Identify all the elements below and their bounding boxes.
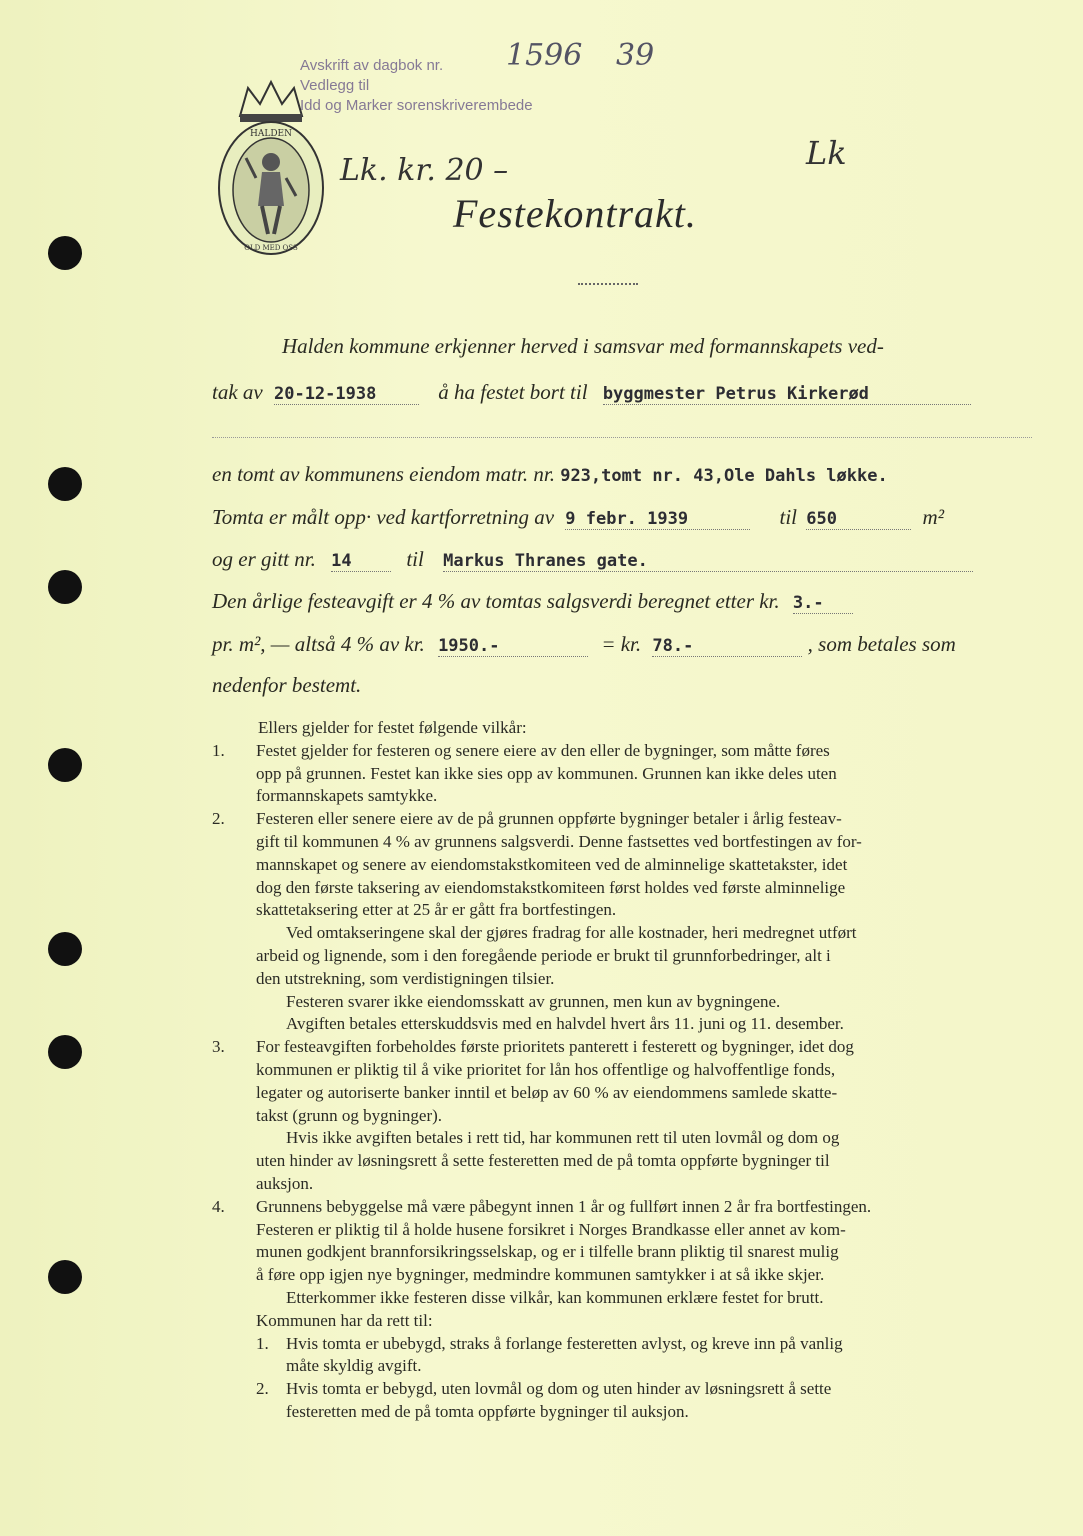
- terms-section: [212, 717, 1042, 1424]
- term-2b-line: den utstrekning, som verdistigningen tilsier.: [256, 968, 555, 988]
- terms-heading: Ellers gjelder for festet følgende vilkår:: [258, 718, 527, 737]
- term-1-line: opp på grunnen. Festet kan ikke sies opp av kommunen. Grunnen kan ikke deles uten: [256, 763, 837, 783]
- page-title: Festekontrakt.: [453, 191, 697, 236]
- term-2d-line: Avgiften betales etterskuddsvis med en halvdel hvert års 11. juni og 11. desember.: [286, 1014, 844, 1034]
- label-til: til: [779, 505, 798, 529]
- label-matr-nr: en tomt av kommunens eiendom matr. nr.: [212, 462, 555, 486]
- label-tak-av: tak av: [212, 380, 263, 404]
- term-4-line: å føre opp igjen nye bygninger, medmindre kommunen samtykker i at så ikke skjer.: [256, 1265, 825, 1285]
- punch-hole: [48, 467, 82, 501]
- punch-hole: [48, 932, 82, 966]
- intro-line-1: Halden kommune erkjenner herved i samsvar med formannskapets ved-: [282, 334, 884, 358]
- subterm-2-line: festeretten med de på tomta oppførte bygninger til auksjon.: [286, 1401, 689, 1421]
- separator-rule: [212, 437, 1032, 438]
- label-kartforretning: Tomta er målt opp· ved kartforretning av: [212, 505, 555, 529]
- term-3b-line: Hvis ikke avgiften betales i rett tid, har kommunen rett til uten lovmål og dom og: [286, 1128, 840, 1148]
- lessee-field: byggmester Petrus Kirkerød: [603, 384, 971, 405]
- term-4b-line: Etterkommer ikke festeren disse vilkår, kan kommunen erklære festet for brutt.: [286, 1287, 824, 1307]
- price-per-m2-field: 3.-: [793, 593, 853, 614]
- term-3-line: legater og autoriserte banker inntil et beløp av 60 % av eiendommens samlede skatte-: [256, 1082, 838, 1102]
- term-2-line: gift til kommunen 4 % av grunnens salgsverdi. Denne fastsettes ved bortfestingen av for-: [256, 831, 862, 851]
- term-3b-line: auksjon.: [256, 1173, 314, 1193]
- term-2b-line: arbeid og lignende, som i den foregående periode er brukt til grunnforbedringer, alt i: [256, 945, 831, 965]
- punch-hole: [48, 748, 82, 782]
- stamp-hand-year: 39: [616, 38, 655, 73]
- halden-crest-seal: [212, 78, 330, 256]
- intro-line-8: nedenfor bestemt.: [212, 673, 362, 697]
- term-3b-line: uten hinder av løsningsrett å sette festeretten med de på tomta oppførte bygninger til: [256, 1151, 830, 1171]
- area-field: 650: [806, 509, 911, 530]
- handwritten-note-left: Lk. kr. 20 –: [340, 153, 509, 188]
- term-3-line: takst (grunn og bygninger).: [256, 1105, 443, 1125]
- punch-hole: [48, 1035, 82, 1069]
- intro-line-5: [212, 547, 973, 572]
- term-3: 3. For festeavgiften forbeholdes første prioritets panterett i festerett og bygninger, idet dog: [212, 1037, 854, 1057]
- label-til-street: til: [406, 547, 424, 571]
- stamp-line-3: Idd og Marker sorenskriverembede: [300, 97, 533, 114]
- punch-hole: [48, 236, 82, 270]
- term-2b-line: Ved omtakseringene skal der gjøres fradrag for alle kostnader, heri medregnet utført: [286, 923, 857, 943]
- value-field: 1950.-: [438, 636, 588, 657]
- term-4-line: munen godkjent brannforsikringsselskap, og er i tilfelle brann pliktig til snarest mulig: [256, 1242, 839, 1262]
- street-no-field: 14: [331, 551, 391, 572]
- crest-bottom-text: OLD MED OSS: [244, 244, 298, 252]
- term-2c-line: Festeren svarer ikke eiendomsskatt av grunnen, men kun av bygningene.: [286, 991, 781, 1011]
- label-festet-bort: å ha festet bort til: [438, 380, 588, 404]
- label-altsa: pr. m², — altså 4 % av kr.: [212, 632, 425, 656]
- term-2-line: skattetaksering etter at 25 år er gått fra bortfestingen.: [256, 900, 617, 920]
- term-1: 1. Festet gjelder for festeren og senere eiere av den eller de bygninger, som måtte føres: [212, 740, 830, 760]
- intro-line-4: [212, 505, 944, 530]
- label-betales: , som betales som: [807, 632, 956, 656]
- term-2-line: dog den første taksering av eiendomstakstkomiteen først holdes ved første alminnelige: [256, 877, 846, 897]
- survey-date-field: 9 febr. 1939: [565, 509, 750, 530]
- stamp-hand-number: 1596: [506, 38, 583, 73]
- intro-line-2: [212, 380, 971, 405]
- label-eq-kr: = kr.: [601, 632, 642, 656]
- subterm-1-line: måte skyldig avgift.: [286, 1356, 422, 1376]
- handwritten-note-right: Lk: [806, 134, 847, 172]
- fee-field: 78.-: [652, 636, 802, 657]
- term-4: 4. Grunnens bebyggelse må være påbegynt innen 1 år og fullført innen 2 år fra bortfestingen.: [212, 1196, 872, 1216]
- street-field: Markus Thranes gate.: [443, 551, 973, 572]
- stamp-line-2: Vedlegg til: [300, 77, 370, 94]
- term-3-line: kommunen er pliktig til å vike prioritet for lån hos offentlige og halvoffentlige fonds,: [256, 1059, 836, 1079]
- term-2-line: mannskapet og senere av eiendomstakstkomiteen ved de alminnelige skattetakster, idet: [256, 854, 848, 874]
- punch-hole: [48, 1260, 82, 1294]
- matr-field: 923,tomt nr. 43,Ole Dahls løkke.: [560, 466, 888, 486]
- intro-line-7: [212, 632, 956, 657]
- intro-line-3: [212, 462, 888, 487]
- label-festeavgift: Den årlige festeavgift er 4 % av tomtas salgsverdi beregnet etter kr.: [212, 589, 780, 613]
- punch-hole: [48, 570, 82, 604]
- term-4c-line: Kommunen har da rett til:: [256, 1310, 433, 1330]
- term-2: 2. Festeren eller senere eiere av de på grunnen oppførte bygninger betaler i årlig festeav-: [212, 809, 842, 829]
- intro-line-6: [212, 589, 853, 614]
- stamp-line-1: Avskrift av dagbok nr.: [300, 57, 444, 74]
- term-1-line: formannskapets samtykke.: [256, 786, 438, 806]
- title-divider: [578, 283, 638, 287]
- subterm-2: 2. Hvis tomta er bebygd, uten lovmål og dom og uten hinder av løsningsrett å sette: [256, 1379, 832, 1399]
- subterm-1: 1. Hvis tomta er ubebygd, straks å forlange festeretten avlyst, og kreve inn på vanlig: [256, 1333, 843, 1353]
- resolution-date-field: 20-12-1938: [274, 384, 419, 405]
- term-4-line: Festeren er pliktig til å holde husene forsikret i Norges Brandkasse eller annet av kom-: [256, 1219, 846, 1239]
- label-gitt-nr: og er gitt nr.: [212, 547, 316, 571]
- label-m2: m²: [922, 505, 944, 529]
- crest-top-text: HALDEN: [250, 129, 292, 139]
